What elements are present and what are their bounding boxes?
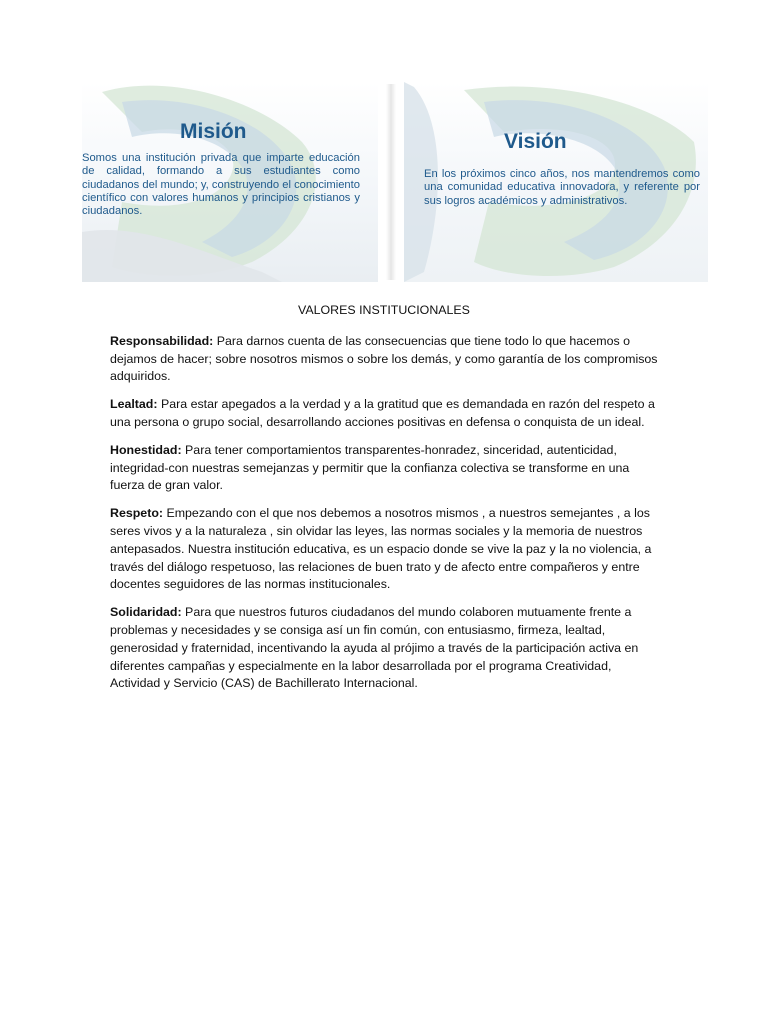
valor-paragraph xyxy=(110,333,658,386)
valor-term: Responsabilidad: xyxy=(110,333,214,348)
valor-term: Solidaridad: xyxy=(110,605,182,620)
valor-paragraph xyxy=(110,604,658,693)
valor-text: Para que nuestros futuros ciudadanos del mundo colaboren mutuamente frente a problemas y necesidades y se consiga así un fin común, con entusiasmo, firmeza, lealtad, generosidad y fraternidad, incentivando la ayuda al prójimo a través de la participación activa en diferentes campañas y especialmente en la labor desarrollada por el programa Creatividad, Actividad y Servicio (CAS) de Bachillerato Internacional. xyxy=(110,605,639,691)
mision-title: Misión xyxy=(180,120,247,143)
valor-text: Para estar apegados a la verdad y a la gratitud que es demandada en razón del respeto a una persona o grupo social, desarrollando acciones positivas en defensa o conquista de un ideal. xyxy=(110,397,655,429)
valor-term: Honestidad: xyxy=(110,442,182,457)
mision-banner xyxy=(82,82,378,282)
valor-paragraph xyxy=(110,396,658,432)
valor-paragraph xyxy=(110,505,658,594)
valor-text: Para darnos cuenta de las consecuencias que tiene todo lo que hacemos o dejamos de hacer; sobre nosotros mismos o sobre los demás, y como garantía de los compromisos adquiridos. xyxy=(110,333,658,384)
vision-title: Visión xyxy=(504,130,567,153)
vision-text: En los próximos cinco años, nos mantendremos como una comunidad educativa innovadora, y referente por sus logros académicos y administrativos. xyxy=(424,168,700,207)
valores-section xyxy=(110,302,658,703)
valores-heading: VALORES INSTITUCIONALES xyxy=(298,303,470,317)
banner-divider xyxy=(386,84,396,280)
valor-text: Para tener comportamientos transparentes-honradez, sinceridad, autenticidad, integridad-con nuestras semejanzas y permitir que la confianza colectiva se transforme en una fuerza de gran valor. xyxy=(110,442,630,493)
valor-term: Lealtad: xyxy=(110,397,158,412)
valor-term: Respeto: xyxy=(110,506,164,521)
vision-banner xyxy=(404,82,708,282)
valor-text: Empezando con el que nos debemos a nosotros mismos , a nuestros semejantes , a los seres vivos y a la naturaleza , sin olvidar las leyes, las normas sociales y la memoria de nuestros antepasados. Nuestra institución educativa, es un espacio donde se vive la paz y la no violencia, a través del diálogo respetuoso, las relaciones de buen trato y de afecto entre compañeros y entre docentes seguidores de las normas institucionales. xyxy=(110,506,652,592)
mision-text: Somos una institución privada que imparte educación de calidad, formando a sus estudiantes como ciudadanos del mundo; y, construyendo el conocimiento científico con valores humanos y principios cristianos y ciudadanos. xyxy=(82,152,360,218)
valor-paragraph xyxy=(110,442,658,495)
